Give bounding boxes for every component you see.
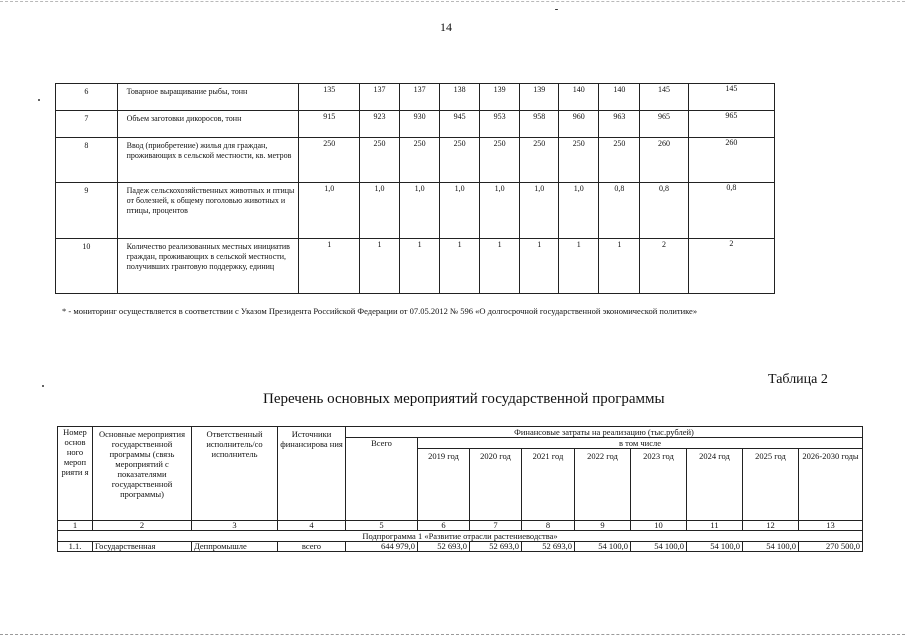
indicator-value: 0,8 bbox=[640, 183, 688, 239]
indicator-value: 945 bbox=[440, 111, 480, 138]
indicator-value: 1 bbox=[400, 239, 440, 294]
header-sources: Источники финансирова ния bbox=[278, 427, 346, 521]
column-number: 4 bbox=[278, 521, 346, 531]
indicator-value: 250 bbox=[440, 138, 480, 183]
funding-source: всего bbox=[278, 542, 346, 552]
header-num: Номер основ ного мероп рияти я bbox=[58, 427, 93, 521]
indicator-value: 965 bbox=[640, 111, 688, 138]
table-label: Таблица 2 bbox=[768, 372, 828, 387]
year-value: 52 693,0 bbox=[470, 542, 522, 552]
indicator-value: 2 bbox=[688, 239, 774, 294]
header-year: 2026-2030 годы bbox=[799, 449, 863, 521]
indicator-value: 139 bbox=[520, 84, 559, 111]
indicator-value: 260 bbox=[640, 138, 688, 183]
indicator-value: 260 bbox=[688, 138, 774, 183]
header-responsible: Ответственный исполнитель/со исполнитель bbox=[192, 427, 278, 521]
indicator-value: 1 bbox=[559, 239, 599, 294]
column-number: 13 bbox=[799, 521, 863, 531]
indicator-value: 1,0 bbox=[520, 183, 559, 239]
header-measures: Основные мероприятия государственной программы (связь мероприятий с показателями государственной программы) bbox=[93, 427, 192, 521]
year-value: 54 100,0 bbox=[687, 542, 743, 552]
row-number: 6 bbox=[56, 84, 118, 111]
indicator-value: 1 bbox=[480, 239, 520, 294]
measure-name: Государственная bbox=[93, 542, 192, 552]
indicator-value: 137 bbox=[360, 84, 400, 111]
indicator-value: 953 bbox=[480, 111, 520, 138]
indicator-row bbox=[56, 239, 775, 294]
indicator-value: 140 bbox=[559, 84, 599, 111]
indicator-value: 1 bbox=[520, 239, 559, 294]
column-number: 6 bbox=[418, 521, 470, 531]
measure-number: 1.1. bbox=[58, 542, 93, 552]
indicator-value: 250 bbox=[400, 138, 440, 183]
indicator-name: Объем заготовки дикоросов, тонн bbox=[117, 111, 299, 138]
indicator-value: 250 bbox=[480, 138, 520, 183]
section-title: Перечень основных мероприятий государственной программы bbox=[263, 391, 665, 407]
indicator-value: 250 bbox=[520, 138, 559, 183]
year-value: 270 500,0 bbox=[799, 542, 863, 552]
scan-speck bbox=[42, 385, 44, 387]
indicator-value: 137 bbox=[400, 84, 440, 111]
column-number: 3 bbox=[192, 521, 278, 531]
indicator-value: 0,8 bbox=[599, 183, 640, 239]
indicator-value: 1,0 bbox=[480, 183, 520, 239]
year-value: 54 100,0 bbox=[743, 542, 799, 552]
header-financial: Финансовые затраты на реализацию (тыс.рублей) bbox=[346, 427, 863, 438]
indicator-value: 958 bbox=[520, 111, 559, 138]
indicator-value: 1 bbox=[360, 239, 400, 294]
indicator-value: 250 bbox=[360, 138, 400, 183]
header-year: 2023 год bbox=[631, 449, 687, 521]
indicator-row bbox=[56, 138, 775, 183]
indicator-value: 250 bbox=[599, 138, 640, 183]
year-value: 54 100,0 bbox=[631, 542, 687, 552]
footnote: * - мониторинг осуществляется в соответствии с Указом Президента Российской Федерации от 07.05.2012 № 596 «О долгосрочной государственной экономической политике» bbox=[62, 306, 698, 316]
indicator-value: 1,0 bbox=[400, 183, 440, 239]
indicators-table bbox=[55, 83, 775, 294]
header-year: 2021 год bbox=[522, 449, 575, 521]
indicator-name: Товарное выращивание рыбы, тонн bbox=[117, 84, 299, 111]
total-value: 644 979,0 bbox=[346, 542, 418, 552]
indicator-value: 1,0 bbox=[440, 183, 480, 239]
indicator-row bbox=[56, 111, 775, 138]
indicator-value: 139 bbox=[480, 84, 520, 111]
header-year: 2020 год bbox=[470, 449, 522, 521]
indicator-row bbox=[56, 183, 775, 239]
row-number: 10 bbox=[56, 239, 118, 294]
indicator-value: 250 bbox=[559, 138, 599, 183]
header-year: 2024 год bbox=[687, 449, 743, 521]
indicator-value: 0,8 bbox=[688, 183, 774, 239]
column-number: 2 bbox=[93, 521, 192, 531]
indicator-value: 930 bbox=[400, 111, 440, 138]
indicator-value: 1 bbox=[299, 239, 360, 294]
column-number: 7 bbox=[470, 521, 522, 531]
indicator-value: 915 bbox=[299, 111, 360, 138]
indicator-value: 1 bbox=[440, 239, 480, 294]
subprogram-title: Подпрограмма 1 «Развитие отрасли растениеводства» bbox=[58, 531, 863, 542]
indicator-value: 250 bbox=[299, 138, 360, 183]
year-value: 52 693,0 bbox=[522, 542, 575, 552]
row-number: 7 bbox=[56, 111, 118, 138]
indicator-value: 138 bbox=[440, 84, 480, 111]
column-number: 12 bbox=[743, 521, 799, 531]
year-value: 52 693,0 bbox=[418, 542, 470, 552]
year-value: 54 100,0 bbox=[575, 542, 631, 552]
header-year: 2019 год bbox=[418, 449, 470, 521]
header-year: 2022 год bbox=[575, 449, 631, 521]
scan-top-edge bbox=[0, 1, 905, 2]
column-number: 11 bbox=[687, 521, 743, 531]
indicator-name: Количество реализованных местных инициатив граждан, проживающих в сельской местности, получивших грантовую поддержку, единиц bbox=[117, 239, 299, 294]
scan-speck bbox=[555, 9, 558, 10]
scan-bottom-edge bbox=[0, 634, 905, 635]
column-number: 1 bbox=[58, 521, 93, 531]
indicator-value: 140 bbox=[599, 84, 640, 111]
column-number: 10 bbox=[631, 521, 687, 531]
row-number: 9 bbox=[56, 183, 118, 239]
indicator-value: 1,0 bbox=[559, 183, 599, 239]
indicator-value: 965 bbox=[688, 111, 774, 138]
indicator-value: 1 bbox=[599, 239, 640, 294]
measures-table bbox=[57, 426, 863, 552]
indicator-name: Ввод (приобретение) жилья для граждан, проживающих в сельской местности, кв. метров bbox=[117, 138, 299, 183]
header-including: в том числе bbox=[418, 438, 863, 449]
indicator-value: 2 bbox=[640, 239, 688, 294]
indicator-value: 145 bbox=[688, 84, 774, 111]
indicator-value: 145 bbox=[640, 84, 688, 111]
header-total: Всего bbox=[346, 438, 418, 521]
indicator-value: 963 bbox=[599, 111, 640, 138]
indicator-value: 1,0 bbox=[299, 183, 360, 239]
indicator-value: 1,0 bbox=[360, 183, 400, 239]
responsible: Деппромышле bbox=[192, 542, 278, 552]
indicator-value: 960 bbox=[559, 111, 599, 138]
indicator-value: 135 bbox=[299, 84, 360, 111]
indicator-value: 923 bbox=[360, 111, 400, 138]
row-number: 8 bbox=[56, 138, 118, 183]
header-year: 2025 год bbox=[743, 449, 799, 521]
page-number: 14 bbox=[440, 20, 452, 34]
column-number: 9 bbox=[575, 521, 631, 531]
scan-speck bbox=[38, 99, 40, 101]
column-number: 5 bbox=[346, 521, 418, 531]
indicator-name: Падеж сельскохозяйственных животных и птицы от болезней, к общему поголовью животных и птицы, процентов bbox=[117, 183, 299, 239]
column-number: 8 bbox=[522, 521, 575, 531]
indicator-row bbox=[56, 84, 775, 111]
